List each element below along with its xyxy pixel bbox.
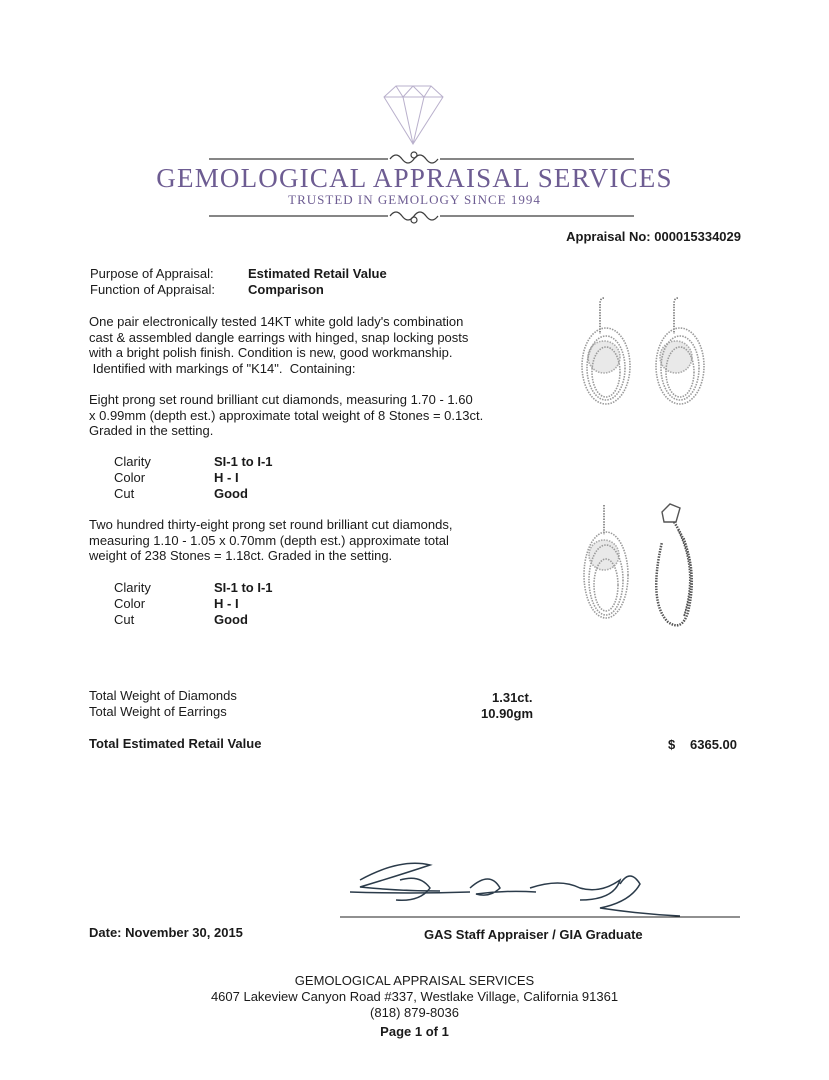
grade-value: Good <box>214 486 248 501</box>
grade-label: Clarity <box>114 580 151 595</box>
stone-text-line: Two hundred thirty-eight prong set round brilliant cut diamonds, <box>89 517 453 532</box>
purpose-value: Estimated Retail Value <box>248 266 387 281</box>
description-line: with a bright polish finish. Condition is new, good workmanship. <box>89 345 453 361</box>
total-diamonds-label: Total Weight of Diamonds <box>89 688 237 703</box>
grade-value: Good <box>214 612 248 627</box>
item-description <box>89 314 529 376</box>
page-number: Page 1 of 1 <box>380 1024 449 1039</box>
total-retail-value: 6365.00 <box>690 737 737 752</box>
stone-text-line: measuring 1.10 - 1.05 x 0.70mm (depth est.) approximate total <box>89 532 449 548</box>
function-value: Comparison <box>248 282 324 297</box>
stone-text-line: x 0.99mm (depth est.) approximate total weight of 8 Stones = 0.13ct. <box>89 407 484 423</box>
total-earrings-value: 10.90gm <box>481 706 534 721</box>
stone-text-line: Eight prong set round brilliant cut diamonds, measuring 1.70 - 1.60 <box>89 392 473 407</box>
company-tagline: TRUSTED IN GEMOLOGY SINCE 1994 <box>288 192 541 207</box>
earring-image <box>656 298 704 404</box>
grade-label: Color <box>114 470 146 485</box>
earring-photos <box>570 290 750 640</box>
grade-value: SI-1 to I-1 <box>214 454 273 469</box>
earring-image <box>582 298 630 404</box>
earring-image <box>584 505 628 618</box>
appraiser-title: GAS Staff Appraiser / GIA Graduate <box>424 927 643 942</box>
stone-group-2-text <box>89 517 529 564</box>
purpose-label: Purpose of Appraisal: <box>90 266 214 281</box>
description-line: One pair electronically tested 14KT white gold lady's combination <box>89 314 464 329</box>
total-retail-label: Total Estimated Retail Value <box>89 736 262 751</box>
footer-phone: (818) 879-8036 <box>370 1005 459 1020</box>
appraisal-number: Appraisal No: 000015334029 <box>566 229 741 244</box>
function-label: Function of Appraisal: <box>90 282 216 297</box>
stone-text-line: Graded in the setting. <box>89 423 214 439</box>
retail-currency: $ <box>668 737 676 752</box>
grade-label: Cut <box>114 486 135 501</box>
grade-label: Cut <box>114 612 135 627</box>
grade-value: H - I <box>214 596 239 611</box>
signature <box>340 850 750 930</box>
total-earrings-label: Total Weight of Earrings <box>89 704 227 719</box>
total-diamonds-value: 1.31ct. <box>492 690 533 705</box>
top-ornament-rule <box>209 152 634 163</box>
grade-label: Color <box>114 596 146 611</box>
grade-value: H - I <box>214 470 239 485</box>
earring-image <box>656 504 692 625</box>
grade-label: Clarity <box>114 454 151 469</box>
stone-group-1-text <box>89 392 529 439</box>
company-name: GEMOLOGICAL APPRAISAL SERVICES <box>156 163 673 193</box>
stone-text-line: weight of 238 Stones = 1.18ct. Graded in the setting. <box>89 548 393 564</box>
appraisal-date: Date: November 30, 2015 <box>89 925 243 940</box>
diamond-icon <box>384 86 443 144</box>
grade-value: SI-1 to I-1 <box>214 580 273 595</box>
description-line: cast & assembled dangle earrings with hinged, snap locking posts <box>89 329 469 345</box>
footer-address: 4607 Lakeview Canyon Road #337, Westlake Village, California 91361 <box>210 989 619 1004</box>
description-line: Identified with markings of "K14". Containing: <box>89 360 356 376</box>
footer-company: GEMOLOGICAL APPRAISAL SERVICES <box>294 973 535 988</box>
bottom-ornament-rule <box>209 212 634 223</box>
